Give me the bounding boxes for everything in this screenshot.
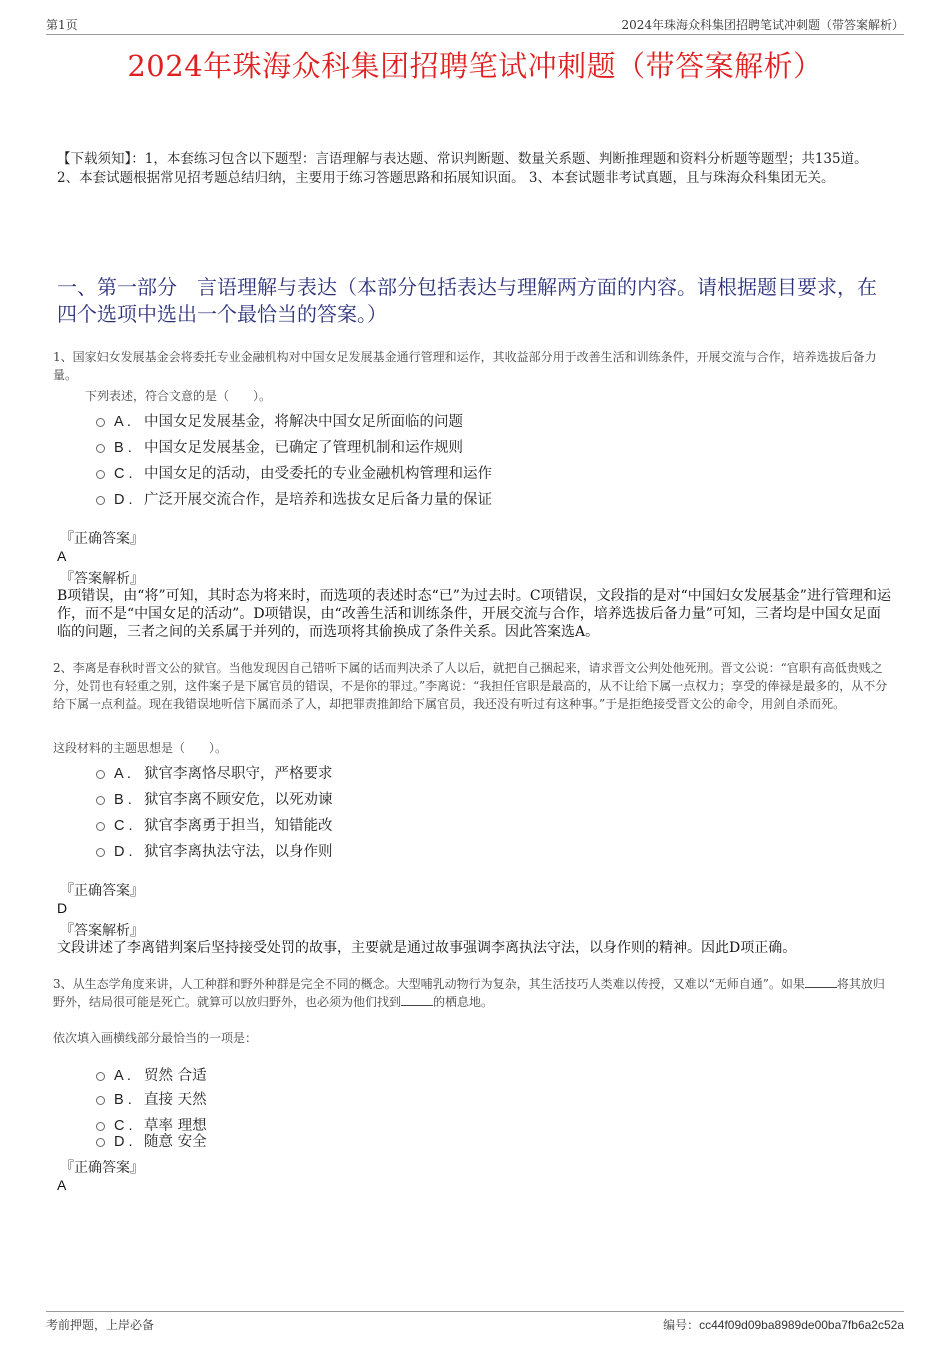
q2-answer: D — [57, 900, 68, 916]
radio-icon[interactable] — [96, 496, 105, 505]
q3-answer: A — [57, 1177, 67, 1193]
radio-icon[interactable] — [96, 444, 105, 453]
q3-option-b[interactable]: B . 直接 天然 — [96, 1088, 207, 1109]
q3-prompt: 依次填入画横线部分最恰当的一项是： — [53, 1031, 258, 1045]
radio-icon[interactable] — [96, 418, 105, 427]
q2-analysis: 文段讲述了李离错判案后坚持接受处罚的故事，主要就是通过故事强调李离执法守法，以身作则的精神。因此D项正确。 — [57, 940, 797, 956]
radio-icon[interactable] — [96, 848, 105, 857]
q1-option-c[interactable]: C . 中国女足的活动，由受委托的专业金融机构管理和运作 — [96, 462, 492, 483]
q2-option-a[interactable]: A . 狱官李离恪尽职守，严格要求 — [96, 762, 333, 783]
q2-analysis-label: 『答案解析』 — [60, 923, 144, 939]
q2-option-b[interactable]: B . 狱官李离不顾安危，以死劝谏 — [96, 788, 333, 809]
q1-stem: 1、国家妇女发展基金会将委托专业金融机构对中国女足发展基金通行管理和运作，其收益部分用于改善生活和训练条件，开展交流与合作，培养选拔后备力量。 — [53, 350, 877, 382]
page-number: 第1页 — [46, 18, 78, 32]
page-title: 2024年珠海众科集团招聘笔试冲刺题（带答案解析） — [127, 49, 823, 83]
q1-prompt: 下列表述，符合文意的是（ ）。 — [85, 389, 272, 403]
q1-correct-label: 『正确答案』 — [60, 531, 144, 547]
q2-option-d[interactable]: D . 狱官李离执法守法，以身作则 — [96, 840, 333, 861]
blank-1 — [805, 975, 837, 988]
radio-icon[interactable] — [96, 470, 105, 479]
q3-option-c[interactable]: C . 草率 理想 — [96, 1114, 207, 1135]
download-notice: 【下载须知】：1，本套练习包含以下题型：言语理解与表达题、常识判断题、数量关系题、判断推理题和资料分析题等题型；共135道。 2、本套试题根据常见招考题总结归纳，主要用于练习答题思路和拓展知识面。 3、本套试题非考试真题，且与珠海众科集团无关。 — [57, 151, 868, 186]
q1-option-b[interactable]: B . 中国女足发展基金，已确定了管理机制和运作规则 — [96, 436, 463, 457]
header-doc-title: 2024年珠海众科集团招聘笔试冲刺题（带答案解析） — [621, 18, 904, 32]
q2-stem: 2、李离是春秋时晋文公的狱官。当他发现因自己错听下属的话而判决杀了人以后，就把自己捆起来，请求晋文公判处他死刑。晋文公说：“官职有高低贵贱之分，处罚也有轻重之别，这件案子是下属官员的错误，不是你的罪过。”李离说：“我担任官职是最高的，从不让给下属一点权力；享受的俸禄是最多的，从不分给下属一点利益。现在我错误地听信下属而杀了人，却把罪责推卸给下属官员，我还没有听过有这种事。”于是拒绝接受晋文公的命令，用剑自杀而死。 — [53, 661, 888, 711]
q2-option-c[interactable]: C . 狱官李离勇于担当，知错能改 — [96, 814, 333, 835]
q1-analysis: B项错误，由“将”可知，其时态为将来时，而选项的表述时态“已”为过去时。C项错误，文段指的是对“中国妇女发展基金”进行管理和运作，而不是“中国女足的活动”。D项错误，由“改善生活和训练条件，开展交流与合作，培养选拔后备力量”可知，三者均是中国女足面临的问题，三者之间的关系属于并列的，而选项将其偷换成了条件关系。因此答案选A。 — [57, 588, 891, 640]
blank-2 — [401, 993, 433, 1006]
radio-icon[interactable] — [96, 1138, 105, 1147]
radio-icon[interactable] — [96, 770, 105, 779]
q1-option-a[interactable]: A . 中国女足发展基金，将解决中国女足所面临的问题 — [96, 410, 463, 431]
page-header — [46, 14, 904, 35]
radio-icon[interactable] — [96, 1072, 105, 1081]
q3-stem: 3、从生态学角度来讲，人工种群和野外种群是完全不同的概念。大型哺乳动物行为复杂，其生活技巧人类难以传授，又难以“无师自通”。如果 将其放归野外，结局很可能是死亡。就算可以放归野外，也必须为他们找到 的栖息地。 — [53, 977, 885, 1009]
radio-icon[interactable] — [96, 796, 105, 805]
radio-icon[interactable] — [96, 1096, 105, 1105]
page-footer — [46, 1311, 904, 1334]
q2-prompt: 这段材料的主题思想是（ ）。 — [53, 741, 228, 755]
q3-option-a[interactable]: A . 贸然 合适 — [96, 1064, 207, 1085]
q2-correct-label: 『正确答案』 — [60, 883, 144, 899]
q1-answer: A — [57, 548, 67, 564]
radio-icon[interactable] — [96, 822, 105, 831]
q1-analysis-label: 『答案解析』 — [60, 571, 144, 587]
footer-slogan: 考前押题，上岸必备 — [46, 1318, 155, 1332]
q1-option-d[interactable]: D . 广泛开展交流合作，是培养和选拔女足后备力量的保证 — [96, 488, 492, 509]
footer-code: 编号：cc44f09d09ba8989de00ba7fb6a2c52a — [663, 1318, 904, 1332]
q3-option-d[interactable]: D . 随意 安全 — [96, 1130, 207, 1151]
q3-correct-label: 『正确答案』 — [60, 1160, 144, 1176]
section-heading: 一、第一部分 言语理解与表达（本部分包括表达与理解两方面的内容。请根据题目要求，在四个选项中选出一个最恰当的答案。） — [57, 275, 877, 326]
